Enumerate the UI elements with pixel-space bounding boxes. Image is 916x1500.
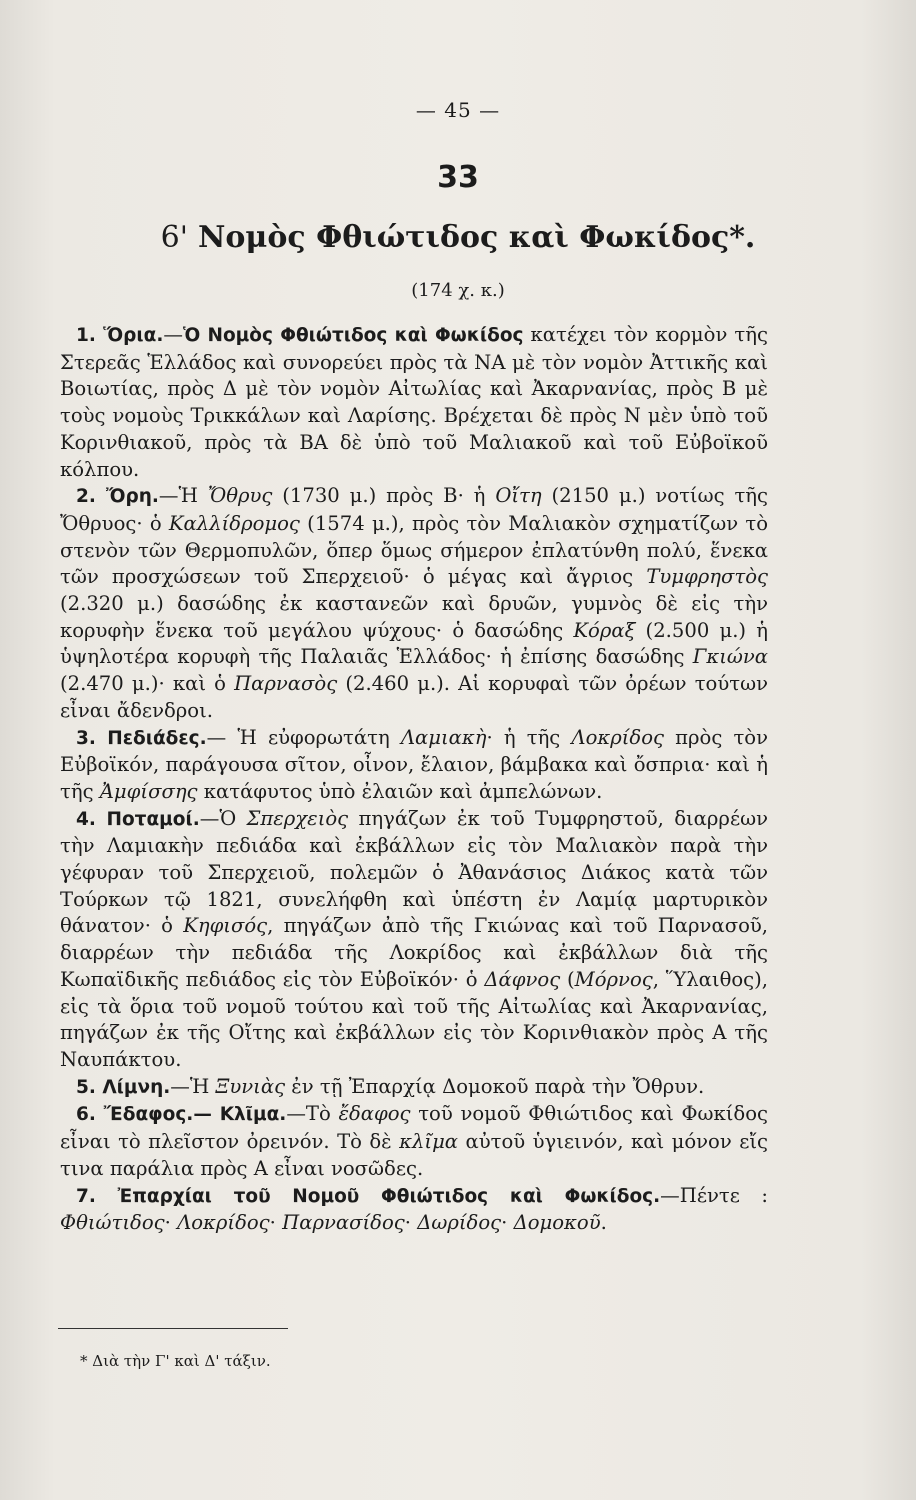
text: τοῦ νομοῦ Φθιώτιδος καὶ Φωκίδος εἶναι τὸ πλεῖστον ὀρεινόν. Τὸ δὲ [60,1102,768,1154]
text: · [501,1211,514,1235]
text: (2.320 μ.) δασώδης ἐκ καστανεῶν καὶ δρυῶν, γυμνὸς δὲ εἰς τὴν κορυφὴν ἕνεκα τοῦ μεγάλου ψύχους· ὁ δασώδης [60,592,768,642]
dash: — [163,323,183,346]
text: (2.500 μ.) ἡ ὑψηλοτέρα κορυφὴ τῆς Παλαιᾶς Ἑλλάδος· ἡ ἐπίσης δασώδης [60,618,768,669]
text: κατάφυτος ὑπὸ ἐλαιῶν καὶ ἀμπελώνων. [197,779,603,803]
page-number: — 45 — [415,98,501,122]
title-mark: 6' [160,220,188,255]
mountain-name: Τυμφρηστὸς [646,565,768,589]
text: (2.460 μ.). Αἱ κορυφαὶ τῶν ὀρέων τούτων εἶναι ἄδενδροι. [60,672,768,722]
mountain-name: Παρνασὸς [234,672,338,696]
plain-name: Λαμιακὴ [400,725,487,749]
province-name: Φθιώτιδος [60,1211,165,1235]
paragraph-provinces [60,1183,768,1237]
section-number: 33 [437,160,479,195]
text: —Ἡ [158,484,208,508]
text: · [404,1211,418,1235]
paragraph-lake [60,1074,768,1102]
paragraph-rivers [60,806,768,1074]
paragraph-mountains [60,483,768,724]
heading-borders: 1. Ὅρια. [76,325,164,346]
heading-rivers: 4. Ποταμοί. [76,808,200,830]
body-text [60,322,768,1237]
term: κλῖμα [399,1130,459,1154]
text: —Τὸ [286,1102,339,1126]
text: · [269,1211,283,1235]
text: (1730 μ.) πρὸς Β· ἡ [272,484,496,508]
river-name: Δάφνος [484,967,561,991]
heading-lake: 5. Λίμνη. [76,1076,171,1098]
province-name: Δομοκοῦ [513,1211,601,1235]
text: · ἡ τῆς [486,725,572,749]
text: —Ἡ [170,1074,216,1098]
text: πρὸς τὸν Εὐβοϊκόν, παράγουσα σῖτον, οἶνον, ἔλαιον, βάμβακα καὶ ὄσπρια· καὶ ἡ τῆς [60,725,768,803]
text: (1574 μ.), πρὸς τὸν Μαλιακὸν σχηματίζων τὸ στενὸν τῶν Θερμοπυλῶν, ὅπερ ὅμως σήμερον ἐπλατύνθη πολύ, ἕνεκα τῶν προσχώσεων τοῦ Σπερχειοῦ· ὁ μέγας καὶ ἄγριος [60,511,768,589]
lake-name: Ξυνιὰς [215,1074,286,1098]
text: αὐτοῦ ὑγιεινόν, καὶ μόνον εἴς τινα παράλια πρὸς Α εἶναι νοσῶδες. [60,1130,769,1180]
footnote-divider [58,1328,288,1329]
province-name: Παρνασίδος [282,1211,405,1235]
text: . [600,1211,607,1235]
term: ἔδαφος [338,1102,411,1126]
lead-phrase: Ὁ Νομὸς Φθιώτιδος καὶ Φωκίδος [182,325,524,346]
mountain-name: Ὄθρυς [207,484,273,508]
river-name: Μόρνος [574,967,653,991]
text: (2150 μ.) νοτίως τῆς Ὄθρυος· ὁ [60,484,768,535]
mountain-name: Οἴτη [495,484,542,508]
mountain-name: Γκιώνα [692,645,768,669]
text: — Ἡ εὐφορωτάτη [206,725,401,749]
river-name: Κηφισός [183,914,268,938]
paragraph-borders [60,322,768,483]
paragraph-soil-climate [60,1101,768,1182]
footnote: * Διὰ τὴν Γ' καὶ Δ' τάξιν. [80,1352,271,1370]
text: ἐν τῇ Ἐπαρχίᾳ Δομοκοῦ παρὰ τὴν Ὄθρυν. [285,1074,705,1098]
area-note: (174 χ. κ.) [411,280,505,301]
text: · [164,1211,178,1235]
text: ( [560,967,575,991]
chapter-title [0,220,916,255]
mountain-name: Κόραξ [573,618,636,642]
heading-mountains: 2. Ὄρη. [76,486,159,508]
province-name: Λοκρίδος [177,1211,270,1235]
title-text: Νομὸς Φθιώτιδος καὶ Φωκίδος*. [197,220,756,255]
river-name: Σπερχειὸς [246,806,349,830]
paragraph-text: κατέχει τὸν κορμὸν τῆς Στερεᾶς Ἑλλάδος καὶ συνορεύει πρὸς τὰ ΝΑ μὲ τὸν νομὸν Ἀττικῆς καὶ Βοιωτίας, πρὸς Δ μὲ τὸν νομὸν Αἰτωλίας καὶ Ἀκαρνανίας, πρὸς Β μὲ τοὺς νομοὺς Τρικκάλων καὶ Λαρίσης. Βρέχεται δὲ πρὸς Ν μὲν ὑπὸ τοῦ Κορινθιακοῦ, πρὸς τὰ ΒΑ δὲ ὑπὸ τοῦ Μαλιακοῦ καὶ τοῦ Εὐβοϊκοῦ κόλπου. [60,323,768,481]
text: —Ὁ [199,806,247,830]
heading-plains: 3. Πεδιάδες. [76,727,207,749]
province-name: Δωρίδος [417,1211,502,1235]
paragraph-plains [60,725,768,806]
plain-name: Ἀμφίσσης [99,779,198,803]
text: πηγάζων ἐκ τοῦ Τυμφρηστοῦ, διαρρέων τὴν Λαμιακὴν πεδιάδα καὶ ἐκβάλλων εἰς τὸν Μαλιακὸν παρὰ τὴν γέφυραν τοῦ Σπερχειοῦ, πολεμῶν ὁ Ἀθανάσιος Διάκος κατὰ τῶν Τούρκων τῷ 1821, συνελήφθη καὶ ὑπέστη ἐν Λαμίᾳ μαρτυρικὸν θάνατον· ὁ [60,806,768,938]
text: —Πέντε : [660,1183,768,1207]
plain-name: Λοκρίδος [571,725,664,749]
text: , Ὕλαιθος), εἰς τὰ ὅρια τοῦ νομοῦ τούτου καὶ τοῦ τῆς Αἰτωλίας καὶ Ἀκαρνανίας, πηγάζων ἐκ τῆς Οἴτης καὶ ἐκβάλλων εἰς τὸν Κορινθιακὸν πρὸς Α τῆς Ναυπάκτου. [60,967,769,1071]
heading-soil-climate: 6. Ἔδαφος.— Κλῖμα. [76,1104,287,1126]
heading-provinces: 7. Ἐπαρχίαι τοῦ Νομοῦ Φθιώτιδος καὶ Φωκίδος. [76,1185,661,1207]
text: (2.470 μ.)· καὶ ὁ [60,672,235,696]
text: , πηγάζων ἀπὸ τῆς Γκιώνας καὶ τοῦ Παρνασοῦ, διαρρέων τὴν πεδιάδα τῆς Λοκρίδος καὶ ἐκβάλλων διὰ τῆς Κωπαϊδικῆς πεδιάδος εἰς τὸν Εὐβοϊκόν· ὁ [60,914,769,991]
mountain-name: Καλλίδρομος [168,511,300,535]
